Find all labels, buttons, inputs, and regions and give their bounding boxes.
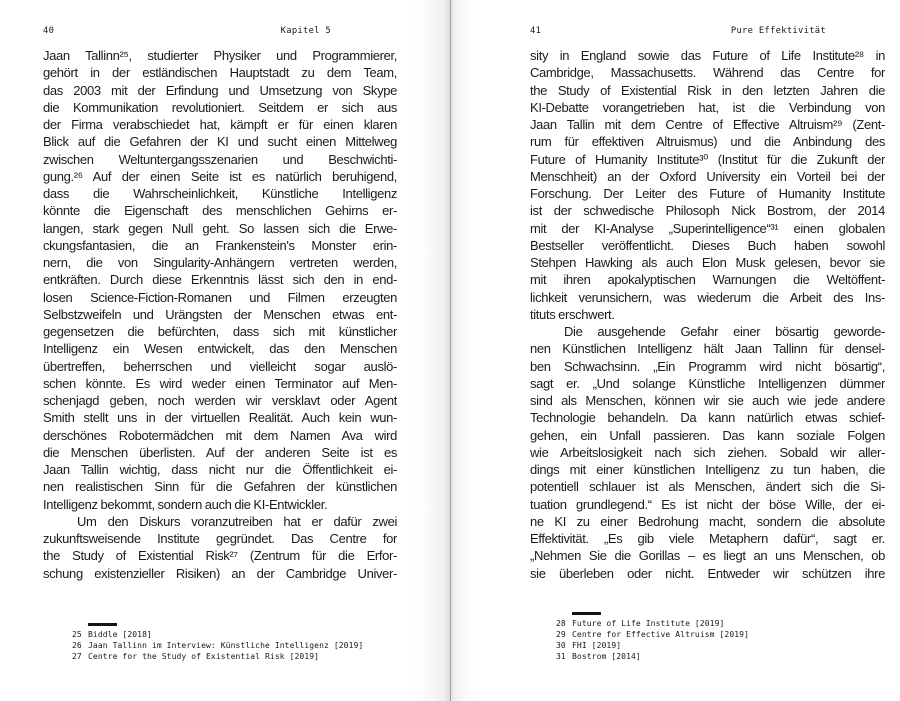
text-line: wie Arbeitslosigkeit nach sich ziehen. Sobald wir aller- bbox=[530, 444, 885, 460]
footnote bbox=[556, 652, 885, 663]
text-line: lichkeit verunsichern, was wiederum die Arbeit des Ins- bbox=[530, 289, 885, 305]
text-line: Menschheit) an der Oxford University ein Vorteil bei der bbox=[530, 168, 885, 184]
text-line: KI-Debatte vorangetrieben hat, ist die Verbindung von bbox=[530, 99, 885, 115]
text-line: Technologie behandeln. Da kann natürlich etwas schief- bbox=[530, 410, 885, 426]
text-line: Bestseller veröffentlicht. Dieses Buch haben sowohl bbox=[530, 237, 885, 253]
text-line: mit der KI-Analyse „Superintelligence“³¹ einen globalen bbox=[530, 220, 885, 236]
running-head: Kapitel 5 bbox=[280, 26, 331, 36]
footnote-text: Future of Life Institute [2019] bbox=[572, 619, 725, 629]
text-line: Effektivität. „Es gib viele Metaphern dafür“, sagt er. bbox=[530, 531, 885, 546]
footnote-text: FHI [2019] bbox=[572, 641, 622, 651]
footnote-rule bbox=[88, 623, 117, 626]
footnote-number: 31 bbox=[556, 652, 566, 662]
footnote-number: 25 bbox=[72, 630, 82, 640]
text-line: Um den Diskurs voranzutreiben hat er dafür zwei bbox=[77, 513, 397, 529]
text-line: „Nehmen Sie die Gorillas – es liegt an uns Menschen, ob bbox=[530, 548, 885, 564]
footnote-list bbox=[72, 630, 397, 663]
text-line: die Kommunikation revolutioniert. Seitdem er sich aus bbox=[43, 99, 397, 115]
text-line: derschönes Robotermädchen mit dem Namen Ava wird bbox=[43, 427, 397, 443]
page-header bbox=[530, 26, 885, 36]
footnote-number: 27 bbox=[72, 652, 82, 662]
page-left bbox=[43, 0, 397, 701]
text-line: schung existenzieller Risiken) an der Cambridge Univer- bbox=[43, 565, 397, 581]
text-line: entkräften. Durch diese Erkenntnis lässt sich den in end- bbox=[43, 272, 397, 288]
text-line: Forschung. Der Leiter des Future of Humanity Institute bbox=[530, 186, 885, 201]
text-line: Blick auf die Gefahren der KI und sucht einen Mittelweg bbox=[43, 134, 397, 150]
text-line: gehört in der estländischen Hauptstadt zu dem Team, bbox=[43, 65, 397, 81]
footnote-number: 26 bbox=[72, 641, 82, 651]
body-text bbox=[43, 47, 397, 582]
text-line: Selbstzweifeln und Urängsten der Menschen etwas ent- bbox=[43, 306, 397, 322]
footnote bbox=[72, 641, 397, 652]
text-line: ist der schwedische Philosoph Nick Bostrom, der 2014 bbox=[530, 203, 885, 219]
text-line: Die ausgehende Gefahr einer bösartig geworde- bbox=[564, 324, 885, 339]
footnote-text: Centre for the Study of Existential Risk [2019] bbox=[88, 652, 320, 662]
text-line: nern, die von Singularity-Anhängern vertreten werden, bbox=[43, 255, 397, 270]
page-number: 41 bbox=[530, 26, 542, 36]
text-line: die Menschen überlisten. Auf der anderen Seite ist es bbox=[43, 444, 397, 460]
footnote-text: Biddle [2018] bbox=[88, 630, 152, 640]
text-line: the Study of Existential Risk²⁷ (Zentrum für die Erfor- bbox=[43, 548, 397, 564]
footnote-text: Bostrom [2014] bbox=[572, 652, 641, 662]
footnote-text: Centre for Effective Altruism [2019] bbox=[572, 630, 749, 640]
text-line: dings mit einer künstlichen Intelligenz zu tun haben, die bbox=[530, 462, 885, 477]
text-line: mit ihren apokalyptischen Warnungen die Weltöffent- bbox=[530, 272, 885, 288]
page-right bbox=[530, 0, 885, 701]
text-line: tuation grundlegend.“ Es ist nicht der böse Wille, der ei- bbox=[530, 496, 885, 512]
page-header bbox=[43, 26, 397, 36]
text-line: könnte die Eigenschaft des menschlichen Gehirns er- bbox=[43, 203, 397, 219]
page-number: 40 bbox=[43, 26, 55, 36]
text-line: ben Schwachsinn. „Ein Programm wird nicht bösartig“, bbox=[530, 358, 885, 374]
text-line: ckungsfantasien, die an Frankenstein's Monster erin- bbox=[43, 237, 397, 253]
text-line: Intelligenz bekommt, sondern auch die KI-Entwickler. bbox=[43, 496, 328, 512]
text-line: übertreffen, beherrschen und vielleicht sogar auslö- bbox=[43, 358, 397, 374]
text-line: schen könnte. Es wird weder einen Terminator auf Men- bbox=[43, 375, 397, 391]
text-line: sity in England sowie das Future of Life Institute²⁸ in bbox=[530, 48, 885, 63]
text-line: sagt er. „Und solange Künstliche Intelligenzen dümmer bbox=[530, 375, 885, 391]
footnote-number: 29 bbox=[556, 630, 566, 640]
running-head: Pure Effektivität bbox=[730, 26, 826, 36]
text-line: gung.²⁶ Auf der einen Seite ist es natürlich beruhigend, bbox=[43, 168, 397, 184]
page-gutter-shadow bbox=[408, 0, 482, 701]
text-line: Intelligenz ein Wesen entwickelt, das den Menschen bbox=[43, 341, 397, 357]
text-line: gegensetzen die befürchten, dass sich mit künstlicher bbox=[43, 324, 397, 339]
text-line: langen, stark gegen Null geht. So lassen sich die Erwe- bbox=[43, 220, 397, 236]
text-line: gehen, ein Unfall passieren. Das kann soziale Folgen bbox=[530, 427, 885, 443]
text-line: Jaan Tallinn²⁵, studierter Physiker und Programmierer, bbox=[43, 48, 397, 63]
footnote-number: 30 bbox=[556, 641, 566, 651]
footnote-list bbox=[556, 619, 885, 663]
text-line: Smith stellt uns in der virtuellen Realität. Auch kein wun- bbox=[43, 410, 397, 426]
text-line: the Study of Existential Risk in den letzten Jahren die bbox=[530, 82, 885, 98]
footnote bbox=[556, 619, 885, 630]
footnote-rule bbox=[572, 612, 601, 615]
footnote-number: 28 bbox=[556, 619, 566, 629]
text-line: sind als Menschen, können wir sie auch wie jede andere bbox=[530, 393, 885, 408]
text-line: Jaan Tallin mit dem Centre of Effective Altruism²⁹ (Zent- bbox=[530, 117, 885, 132]
footnotes bbox=[72, 623, 397, 663]
page-gutter-line bbox=[450, 0, 451, 701]
text-line: Jaan Tallin wichtig, dass nicht nur die Öffentlichkeit ei- bbox=[43, 462, 397, 477]
text-line: zwischen Weltuntergangsszenarien und Beschwichti- bbox=[43, 151, 397, 167]
body-text bbox=[530, 47, 885, 582]
text-line: das 2003 mit der Erfindung und Umsetzung von Skype bbox=[43, 82, 397, 98]
text-line: rum für effektiven Altruismus) und die Anbindung des bbox=[530, 134, 885, 150]
text-line: potentiell schlauer ist als Menschen, ändert sich die Si- bbox=[530, 479, 885, 495]
text-line: tituts erschwert. bbox=[530, 306, 615, 322]
text-line: losen Science-Fiction-Romanen und Filmen erzeugten bbox=[43, 289, 397, 305]
footnote bbox=[556, 641, 885, 652]
text-line: nen Künstlichen Intelligenz hält Jaan Tallinn für densel- bbox=[530, 341, 885, 357]
text-line: schenjagd geben, noch werden wir versklavt oder Agent bbox=[43, 393, 397, 408]
text-line: der Firma verabschiedet hat, kämpft er für einen klaren bbox=[43, 117, 397, 132]
footnotes bbox=[556, 612, 885, 663]
text-line: Future of Humanity Institute³⁰ (Institut für die Zukunft der bbox=[530, 151, 885, 167]
text-line: Cambridge, Massachusetts. Während das Centre for bbox=[530, 65, 885, 81]
text-line: Stehpen Hawking als auch Elon Musk gelesen, bevor sie bbox=[530, 255, 885, 270]
footnote bbox=[72, 630, 397, 641]
footnote bbox=[556, 630, 885, 641]
footnote-text: Jaan Tallinn im Interview: Künstliche Intelligenz [2019] bbox=[88, 641, 364, 651]
text-line: zukunftsweisende Institute gegründet. Das Centre for bbox=[43, 531, 397, 546]
text-line: dass die Wahrscheinlichkeit, Künstliche Intelligenz bbox=[43, 186, 397, 201]
footnote bbox=[72, 652, 397, 663]
text-line: ne KI zu einer Bedrohung macht, sondern die absolute bbox=[530, 513, 885, 529]
text-line: sie überleben oder nicht. Entweder wir schützen ihre bbox=[530, 565, 885, 581]
text-line: nen realistischen Sinn für die Gefahren der künstlichen bbox=[43, 479, 397, 495]
